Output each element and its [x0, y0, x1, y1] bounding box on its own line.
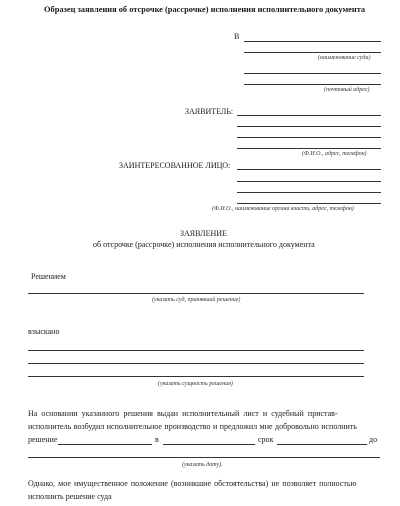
applicant-line-1 — [237, 115, 381, 116]
essence-line-1 — [28, 350, 364, 351]
decision-hint: (указать суд, принявший решение) — [152, 297, 241, 303]
applicant-label: ЗАЯВИТЕЛЬ: — [185, 107, 234, 116]
paragraph-1-word-term: срок — [258, 435, 274, 444]
paragraph-1-blank-3 — [277, 444, 367, 445]
paragraph-1-line-2: исполнитель возбудил исполнительное производство и предложил мне добровольно исполнить — [28, 422, 357, 431]
paragraph-2-line-1: Однако, мое имущественное положение (возникшие обстоятельства) не позволяет полностью — [28, 479, 357, 488]
paragraph-1-word-in: в — [155, 435, 159, 444]
applicant-line-4 — [237, 148, 381, 149]
court-line-1 — [244, 41, 381, 42]
paragraph-1-word-decision: решение — [28, 435, 58, 444]
document-title: Образец заявления об отсрочке (рассрочке) исполнения исполнительного документа — [44, 5, 366, 14]
interested-line-2 — [237, 181, 381, 182]
decision-label: Решением — [31, 272, 66, 281]
paragraph-1-word-until: до — [369, 435, 378, 444]
postal-line-1 — [244, 73, 381, 74]
postal-address-hint: (почтовый адрес) — [324, 87, 370, 93]
recovered-label: взыскано — [28, 327, 60, 336]
interested-hint: (Ф.И.О., наименование органа власти, адрес, телефон) — [212, 206, 354, 212]
postal-line-2 — [244, 84, 381, 85]
applicant-hint: (Ф.И.О., адрес, телефон) — [302, 151, 367, 157]
paragraph-1-blank-1 — [58, 444, 152, 445]
essence-hint: (указать сущность решения) — [158, 381, 233, 387]
statement-subheading: об отсрочке (рассрочке) исполнения исполнительного документа — [93, 240, 315, 249]
paragraph-1-blank-2 — [163, 444, 255, 445]
interested-line-4 — [237, 203, 381, 204]
essence-line-3 — [28, 376, 364, 377]
court-line-2 — [244, 52, 381, 53]
date-hint: (указать дату). — [182, 462, 223, 468]
paragraph-2-line-2: исполнить решение суда — [28, 492, 112, 501]
interested-line-1 — [237, 169, 381, 170]
court-name-hint: (наименование суда) — [318, 55, 371, 61]
statement-heading: ЗАЯВЛЕНИЕ — [180, 229, 227, 238]
applicant-line-2 — [237, 126, 381, 127]
court-prefix: В — [234, 32, 240, 41]
applicant-line-3 — [237, 137, 381, 138]
essence-line-2 — [28, 363, 364, 364]
interested-line-3 — [237, 192, 381, 193]
decision-line-1 — [28, 293, 364, 294]
interested-label: ЗАИНТЕРЕСОВАННОЕ ЛИЦО: — [119, 161, 231, 170]
date-line — [28, 457, 380, 458]
paragraph-1-line-1: На основании указанного решения выдан исполнительный лист и судебный пристав- — [28, 409, 338, 418]
